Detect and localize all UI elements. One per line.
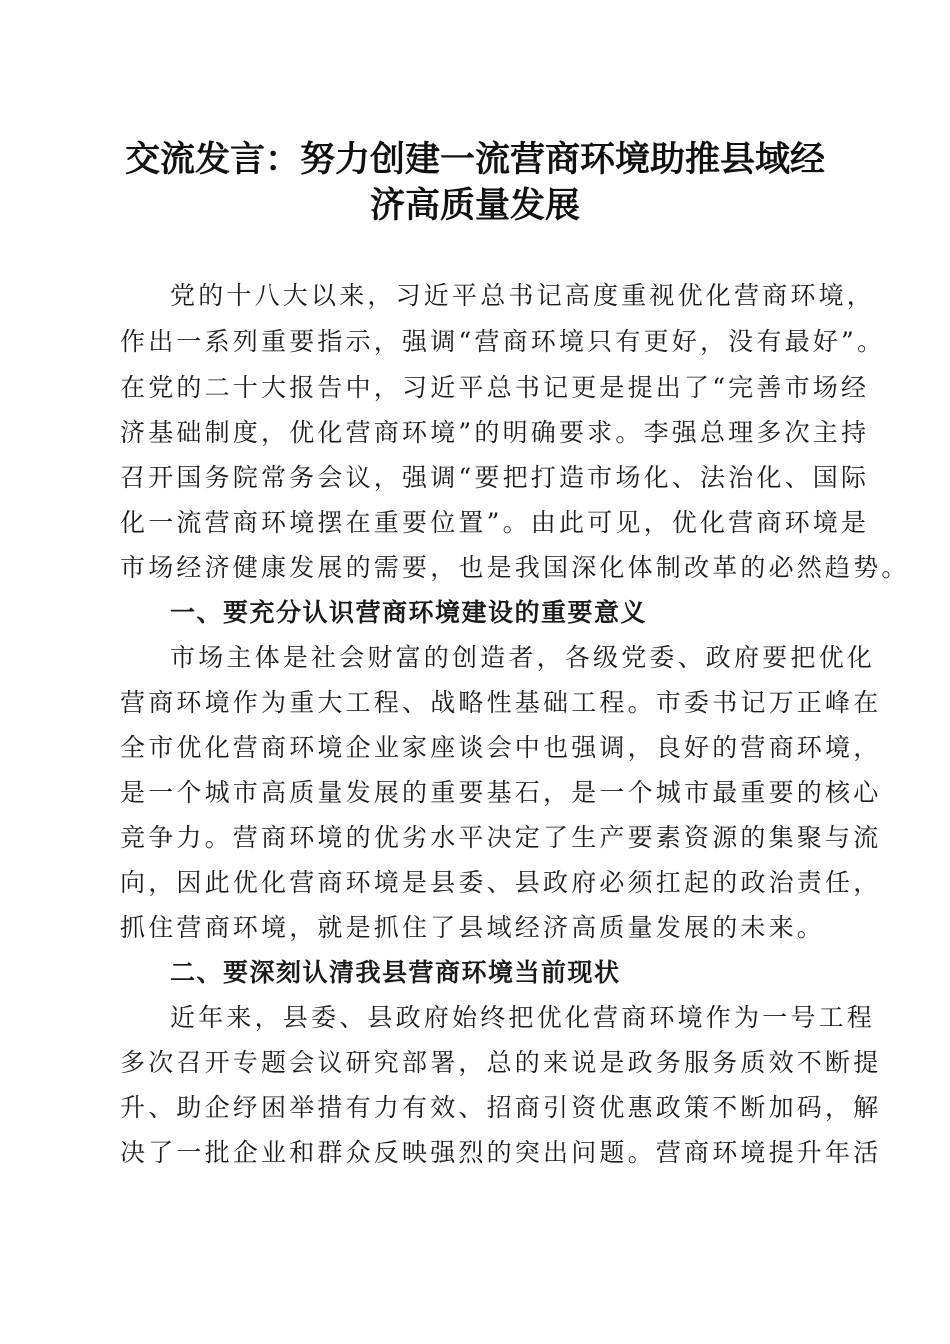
paragraph-1-line: 济基础制度，优化营商环境”的明确要求。李强总理多次主持 (120, 418, 870, 447)
section-heading-1: 一、要充分认识营商环境建设的重要意义 (170, 598, 648, 627)
paragraph-3-line: 决了一批企业和群众反映强烈的突出问题。营商环境提升年活 (120, 1138, 882, 1167)
paragraph-1-line: 召开国务院常务会议，强调“要把打造市场化、法治化、国际 (120, 463, 870, 492)
paragraph-2-line: 市场主体是社会财富的创造者，各级党委、政府要把优化 (170, 643, 876, 672)
paragraph-3-line: 升、助企纾困举措有力有效、招商引资优惠政策不断加码，解 (120, 1093, 882, 1122)
paragraph-2-line: 全市优化营商环境企业家座谈会中也强调，良好的营商环境， (120, 733, 882, 762)
paragraph-3-line: 多次召开专题会议研究部署，总的来说是政务服务质效不断提 (120, 1048, 882, 1077)
paragraph-2-line: 竞争力。营商环境的优劣水平决定了生产要素资源的集聚与流 (120, 823, 882, 852)
paragraph-3-line: 近年来，县委、县政府始终把优化营商环境作为一号工程 (170, 1003, 876, 1032)
section-heading-2: 二、要深刻认清我县营商环境当前现状 (170, 958, 621, 987)
title-line-2: 济高质量发展 (369, 185, 580, 226)
title-line-1: 交流发言：努力创建一流营商环境助推县域经 (124, 139, 825, 180)
paragraph-1-line: 在党的二十大报告中，习近平总书记更是提出了“完善市场经 (120, 373, 870, 402)
paragraph-1-line: 市场经济健康发展的需要，也是我国深化体制改革的必然趋势。 (120, 553, 910, 582)
paragraph-2-line: 向，因此优化营商环境是县委、县政府必须扛起的政治责任， (120, 868, 882, 897)
paragraph-1-line: 作出一系列重要指示，强调“营商环境只有更好，没有最好”。 (120, 327, 886, 356)
paragraph-1-line: 党的十八大以来，习近平总书记高度重视优化营商环境， (170, 281, 876, 310)
paragraph-2-line: 营商环境作为重大工程、战略性基础工程。市委书记万正峰在 (120, 688, 882, 717)
paragraph-2-line: 抓住营商环境，就是抓住了县域经济高质量发展的未来。 (120, 913, 826, 942)
paragraph-1-line: 化一流营商环境摆在重要位置”。由此可见，优化营商环境是 (120, 508, 870, 537)
paragraph-2-line: 是一个城市高质量发展的重要基石，是一个城市最重要的核心 (120, 778, 882, 807)
